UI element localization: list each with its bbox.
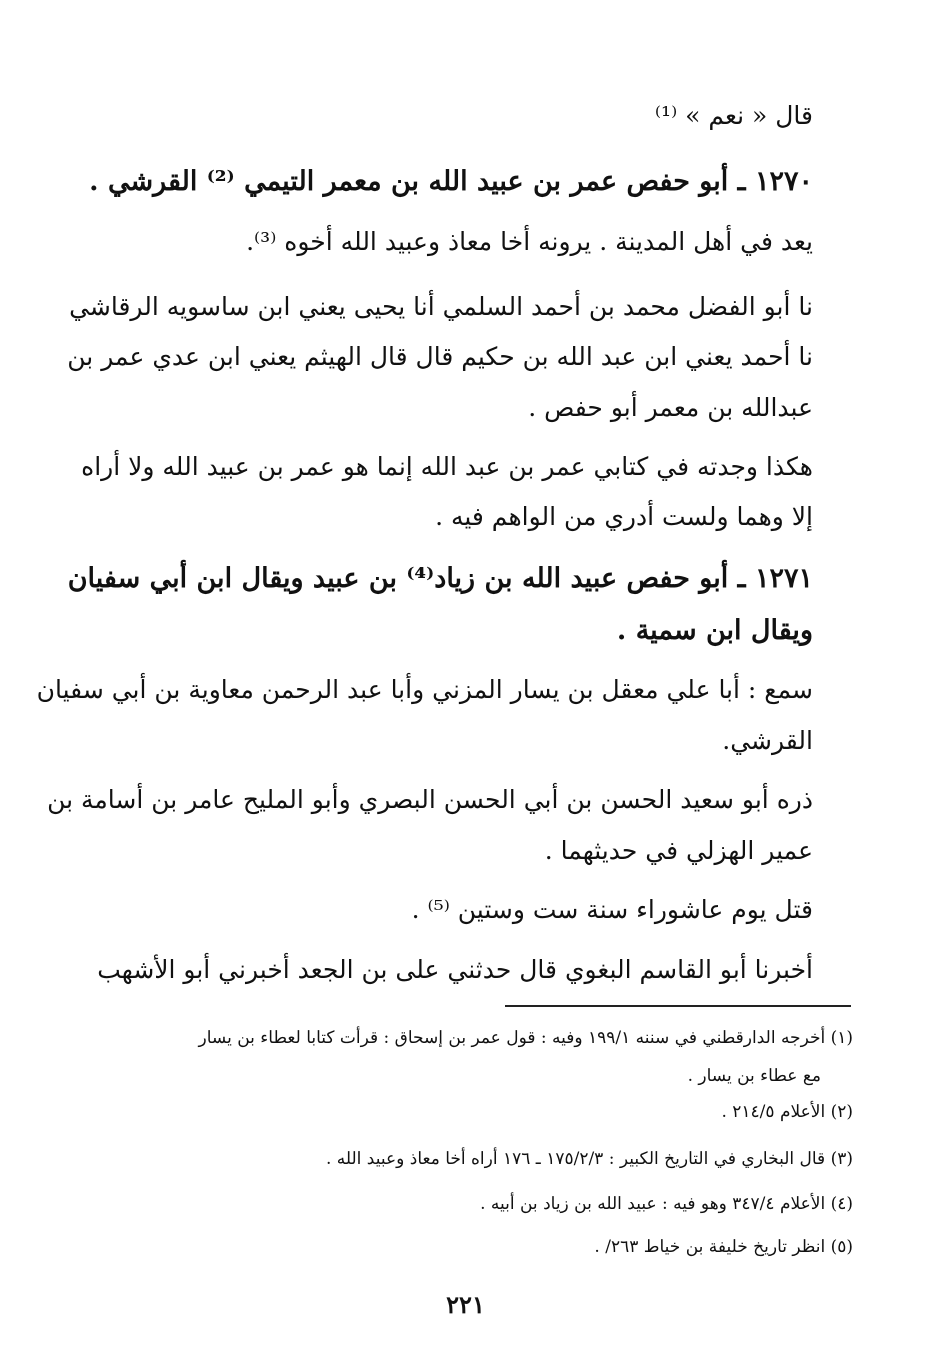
text-line: عبدالله بن معمر أبو حفص . <box>528 393 813 422</box>
footnote-3: (٣) قال البخاري في التاريخ الكبير : ١٧٥/٢/٣ ـ ١٧٦ أراه أخا معاذ وعبيد الله . <box>325 1149 853 1169</box>
text-line: نا أحمد يعني ابن عبد الله بن حكيم قال قال الهيثم يعني ابن عدي عمر بن <box>67 342 813 371</box>
text-line: قتل يوم عاشوراء سنة ست وستين ⁽⁵⁾ . <box>411 895 813 924</box>
entry-heading-1270: ١٢٧٠ ـ أبو حفص عمر بن عبيد الله بن معمر التيمي ⁽²⁾ القرشي . <box>89 166 813 197</box>
entry-heading-1271-cont: ويقال ابن سمية . <box>616 615 813 646</box>
text-line: نا أبو الفضل محمد بن أحمد السلمي أنا يحيى يعني ابن ساسويه الرقاشي <box>69 292 813 321</box>
text-line: يعد في أهل المدينة . يرونه أخا معاذ وعبيد الله أخوه ⁽³⁾. <box>246 227 813 256</box>
footnote-divider <box>505 1005 851 1007</box>
text-line: هكذا وجدته في كتابي عمر بن عبد الله إنما هو عمر بن عبيد الله ولا أراه <box>81 452 813 481</box>
text-line: أخبرنا أبو القاسم البغوي قال حدثني على بن الجعد أخبرني أبو الأشهب <box>97 955 813 984</box>
text-line: قال « نعم » ⁽¹⁾ <box>654 101 813 130</box>
footnote-4: (٤) الأعلام ٣٤٧/٤ وهو فيه : عبيد الله بن زياد بن أبيه . <box>480 1194 853 1214</box>
footnote-1-cont: مع عطاء بن يسار . <box>687 1066 821 1086</box>
page-number: ٢٢١ <box>446 1290 485 1319</box>
footnote-2: (٢) الأعلام ٢١٤/٥ . <box>721 1102 853 1122</box>
text-line: عمير الهزلي في حديثهما . <box>544 836 813 865</box>
text-line: ذره أبو سعيد الحسن بن أبي الحسن البصري وأبو المليح عامر بن أسامة بن <box>47 785 813 814</box>
footnote-5: (٥) انظر تاريخ خليفة بن خياط ٢٦٣/ . <box>594 1237 853 1257</box>
footnote-1: (١) أخرجه الدارقطني في سننه ١٩٩/١ وفيه : قول عمر بن إسحاق : قرأت كتابا لعطاء بن يسار <box>198 1028 853 1048</box>
entry-heading-1271: ١٢٧١ ـ أبو حفص عبيد الله بن زياد⁽⁴⁾ بن عبيد ويقال ابن أبي سفيان <box>67 563 813 594</box>
text-line: القرشي. <box>722 726 813 755</box>
text-line: سمع : أبا علي معقل بن يسار المزني وأبا عبد الرحمن معاوية بن أبي سفيان <box>36 675 813 704</box>
text-line: إلا وهما ولست أدري من الواهم فيه . <box>435 502 813 531</box>
